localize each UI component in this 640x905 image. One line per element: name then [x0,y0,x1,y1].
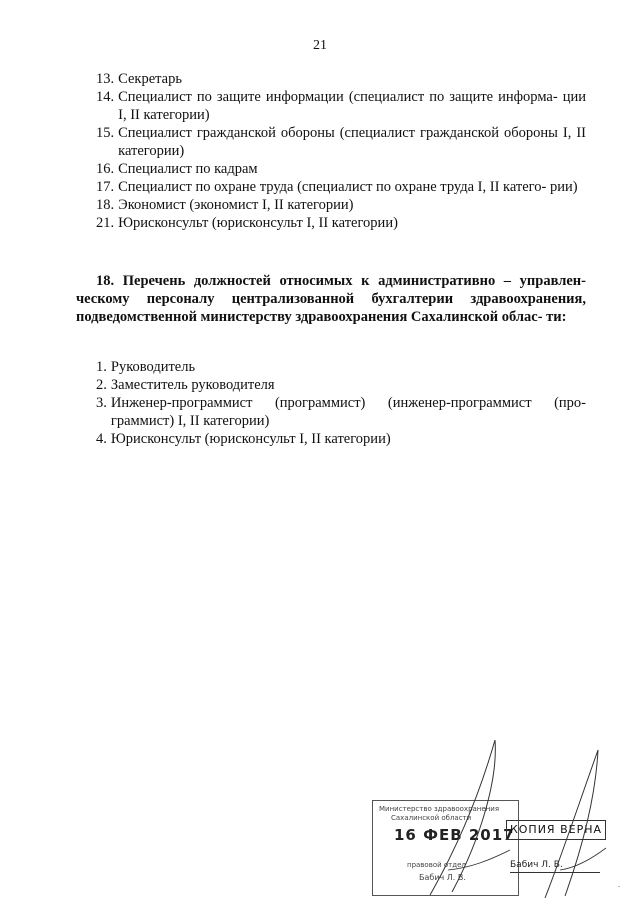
position-list-2 [96,358,586,448]
item-text: Специалист по защите информации (специалист по защите информа- ции I, II категории) [118,89,586,123]
item-number: 4. [96,431,107,447]
item-number: 15. [96,125,115,141]
stamp-line-1: Министерство здравоохранения [379,805,500,813]
signature [360,720,620,900]
position-list-1 [96,70,586,232]
page-number: 21 [313,38,327,53]
stamp-line-2: Сахалинской области [391,814,472,822]
item-text: Специалист по охране труда (специалист по охране труда I, II катего- рии) [118,179,578,195]
list-item [96,160,586,178]
list-item [96,70,586,88]
stamp-name: Бабич Л. В. [419,873,466,882]
item-number: 3. [96,395,107,411]
item-text: Юрисконсульт (юрисконсульт I, II категории) [110,431,391,447]
item-number: 13. [96,71,115,87]
item-number: 21. [96,215,115,231]
item-number: 16. [96,161,115,177]
list-item [96,430,586,448]
item-text: Руководитель [110,359,196,375]
corner-mark: ᐧ [617,883,620,893]
item-text: Юрисконсульт (юрисконсульт I, II категории) [118,215,398,231]
item-number: 18. [96,197,115,213]
stamp-date: 16 ФЕВ 2017 [394,826,515,844]
list-item [96,358,586,376]
item-text: Специалист по кадрам [118,161,258,177]
list-item [96,124,586,160]
stamp-dept: правовой отдел [407,861,466,869]
list-item [96,376,586,394]
item-number: 1. [96,359,107,375]
item-text: Заместитель руководителя [110,377,275,393]
item-number: 14. [96,89,115,105]
section-heading: 18. Перечень должностей относимых к административно – управлен- ческому персоналу централизованной бухгалтерии здравоохранения, подведомственной министерству здравоохранения Сахалинской облас- ти: [76,273,586,325]
item-text: Инженер-программист (программист) (инженер-программист (про- граммист) I, II категории) [110,395,586,429]
item-number: 2. [96,377,107,393]
item-number: 17. [96,179,115,195]
copy-stamp: КОПИЯ ВЕРНА [506,820,606,840]
item-text: Специалист гражданской обороны (специалист гражданской обороны I, II категории) [118,125,586,159]
item-text: Секретарь [118,71,182,87]
copy-stamp-name: Бабич Л. В. [510,860,563,870]
list-item [96,196,586,214]
item-text: Экономист (экономист I, II категории) [118,197,354,213]
list-item [96,88,586,124]
list-item [96,214,586,232]
stamp-area [360,720,620,900]
list-item [96,178,586,196]
list-item [96,394,586,430]
